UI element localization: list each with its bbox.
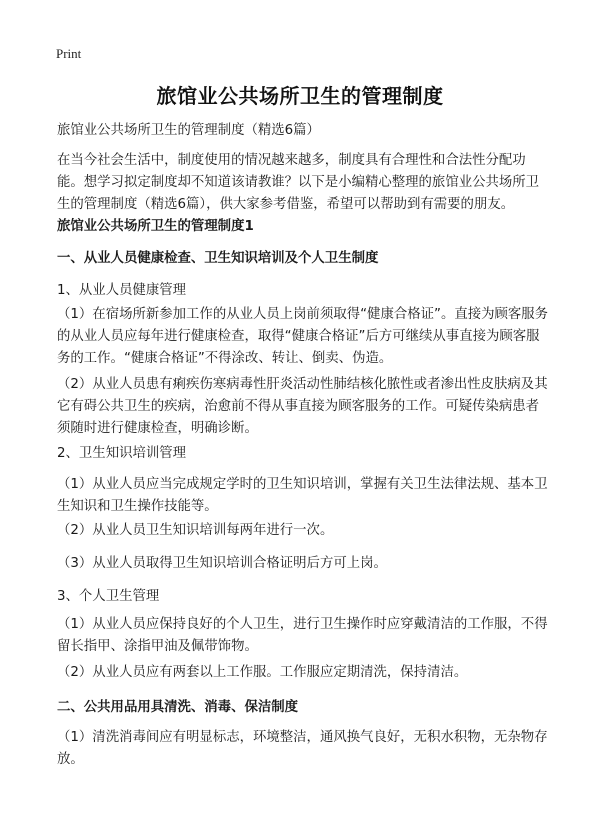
print-link[interactable]: Print (56, 46, 82, 61)
section-heading: 旅馆业公共场所卫生的管理制度1 (57, 219, 254, 234)
paragraph-health-1: （1）在宿场所新参加工作的从业人员上岗前须取得“健康合格证”。直接为顾客服务的从业人员应每年进行健康检查，取得“健康合格证”后方可继续从事直接为顾客服务的工作。“健康合格证”不得涂改、转让、倒卖、伪造。 (57, 307, 549, 366)
document-subtitle: 旅馆业公共场所卫生的管理制度（精选6篇） (57, 123, 320, 138)
paragraph-health-2: （2）从业人员患有痢疾伤寒病毒性肝炎活动性肺结核化脓性或者渗出性皮肤病及其它有碍公共卫生的疾病，治愈前不得从事直接为顾客服务的工作。可疑传染病患者须随时进行健康检查，明确诊断。 (57, 377, 548, 436)
part1-heading: 一、从业人员健康检查、卫生知识培训及个人卫生制度 (57, 251, 379, 266)
subsection-heading-training: 2、卫生知识培训管理 (57, 446, 187, 461)
part2-heading: 二、公共用品用具清洗、消毒、保洁制度 (57, 700, 299, 715)
page-title: 旅馆业公共场所卫生的管理制度 (156, 84, 444, 108)
paragraph-cleaning-1: （1）清洗消毒间应有明显标志，环境整洁，通风换气良好，无积水积物，无杂物存放。 (57, 730, 548, 767)
intro-paragraph: 在当今社会生活中，制度使用的情况越来越多，制度具有合理性和合法性分配功能。想学习拟定制度却不知道该请教谁？以下是小编精心整理的旅馆业公共场所卫生的管理制度（精选6篇），供大家参考借鉴，希望可以帮助到有需要的朋友。 (57, 153, 540, 212)
paragraph-training-3: （3）从业人员取得卫生知识培训合格证明后方可上岗。 (57, 556, 387, 571)
paragraph-training-1: （1）从业人员应当完成规定学时的卫生知识培训，掌握有关卫生法律法规、基本卫生知识和卫生操作技能等。 (57, 477, 548, 514)
subsection-heading-hygiene: 3、个人卫生管理 (57, 589, 160, 604)
subsection-heading-health: 1、从业人员健康管理 (57, 283, 187, 298)
paragraph-training-2: （2）从业人员卫生知识培训每两年进行一次。 (57, 523, 334, 538)
paragraph-hygiene-1: （1）从业人员应保持良好的个人卫生，进行卫生操作时应穿戴清洁的工作服，不得留长指甲、涂指甲油及佩带饰物。 (57, 617, 548, 654)
paragraph-hygiene-2: （2）从业人员应有两套以上工作服。工作服应定期清洗，保持清洁。 (57, 665, 468, 680)
